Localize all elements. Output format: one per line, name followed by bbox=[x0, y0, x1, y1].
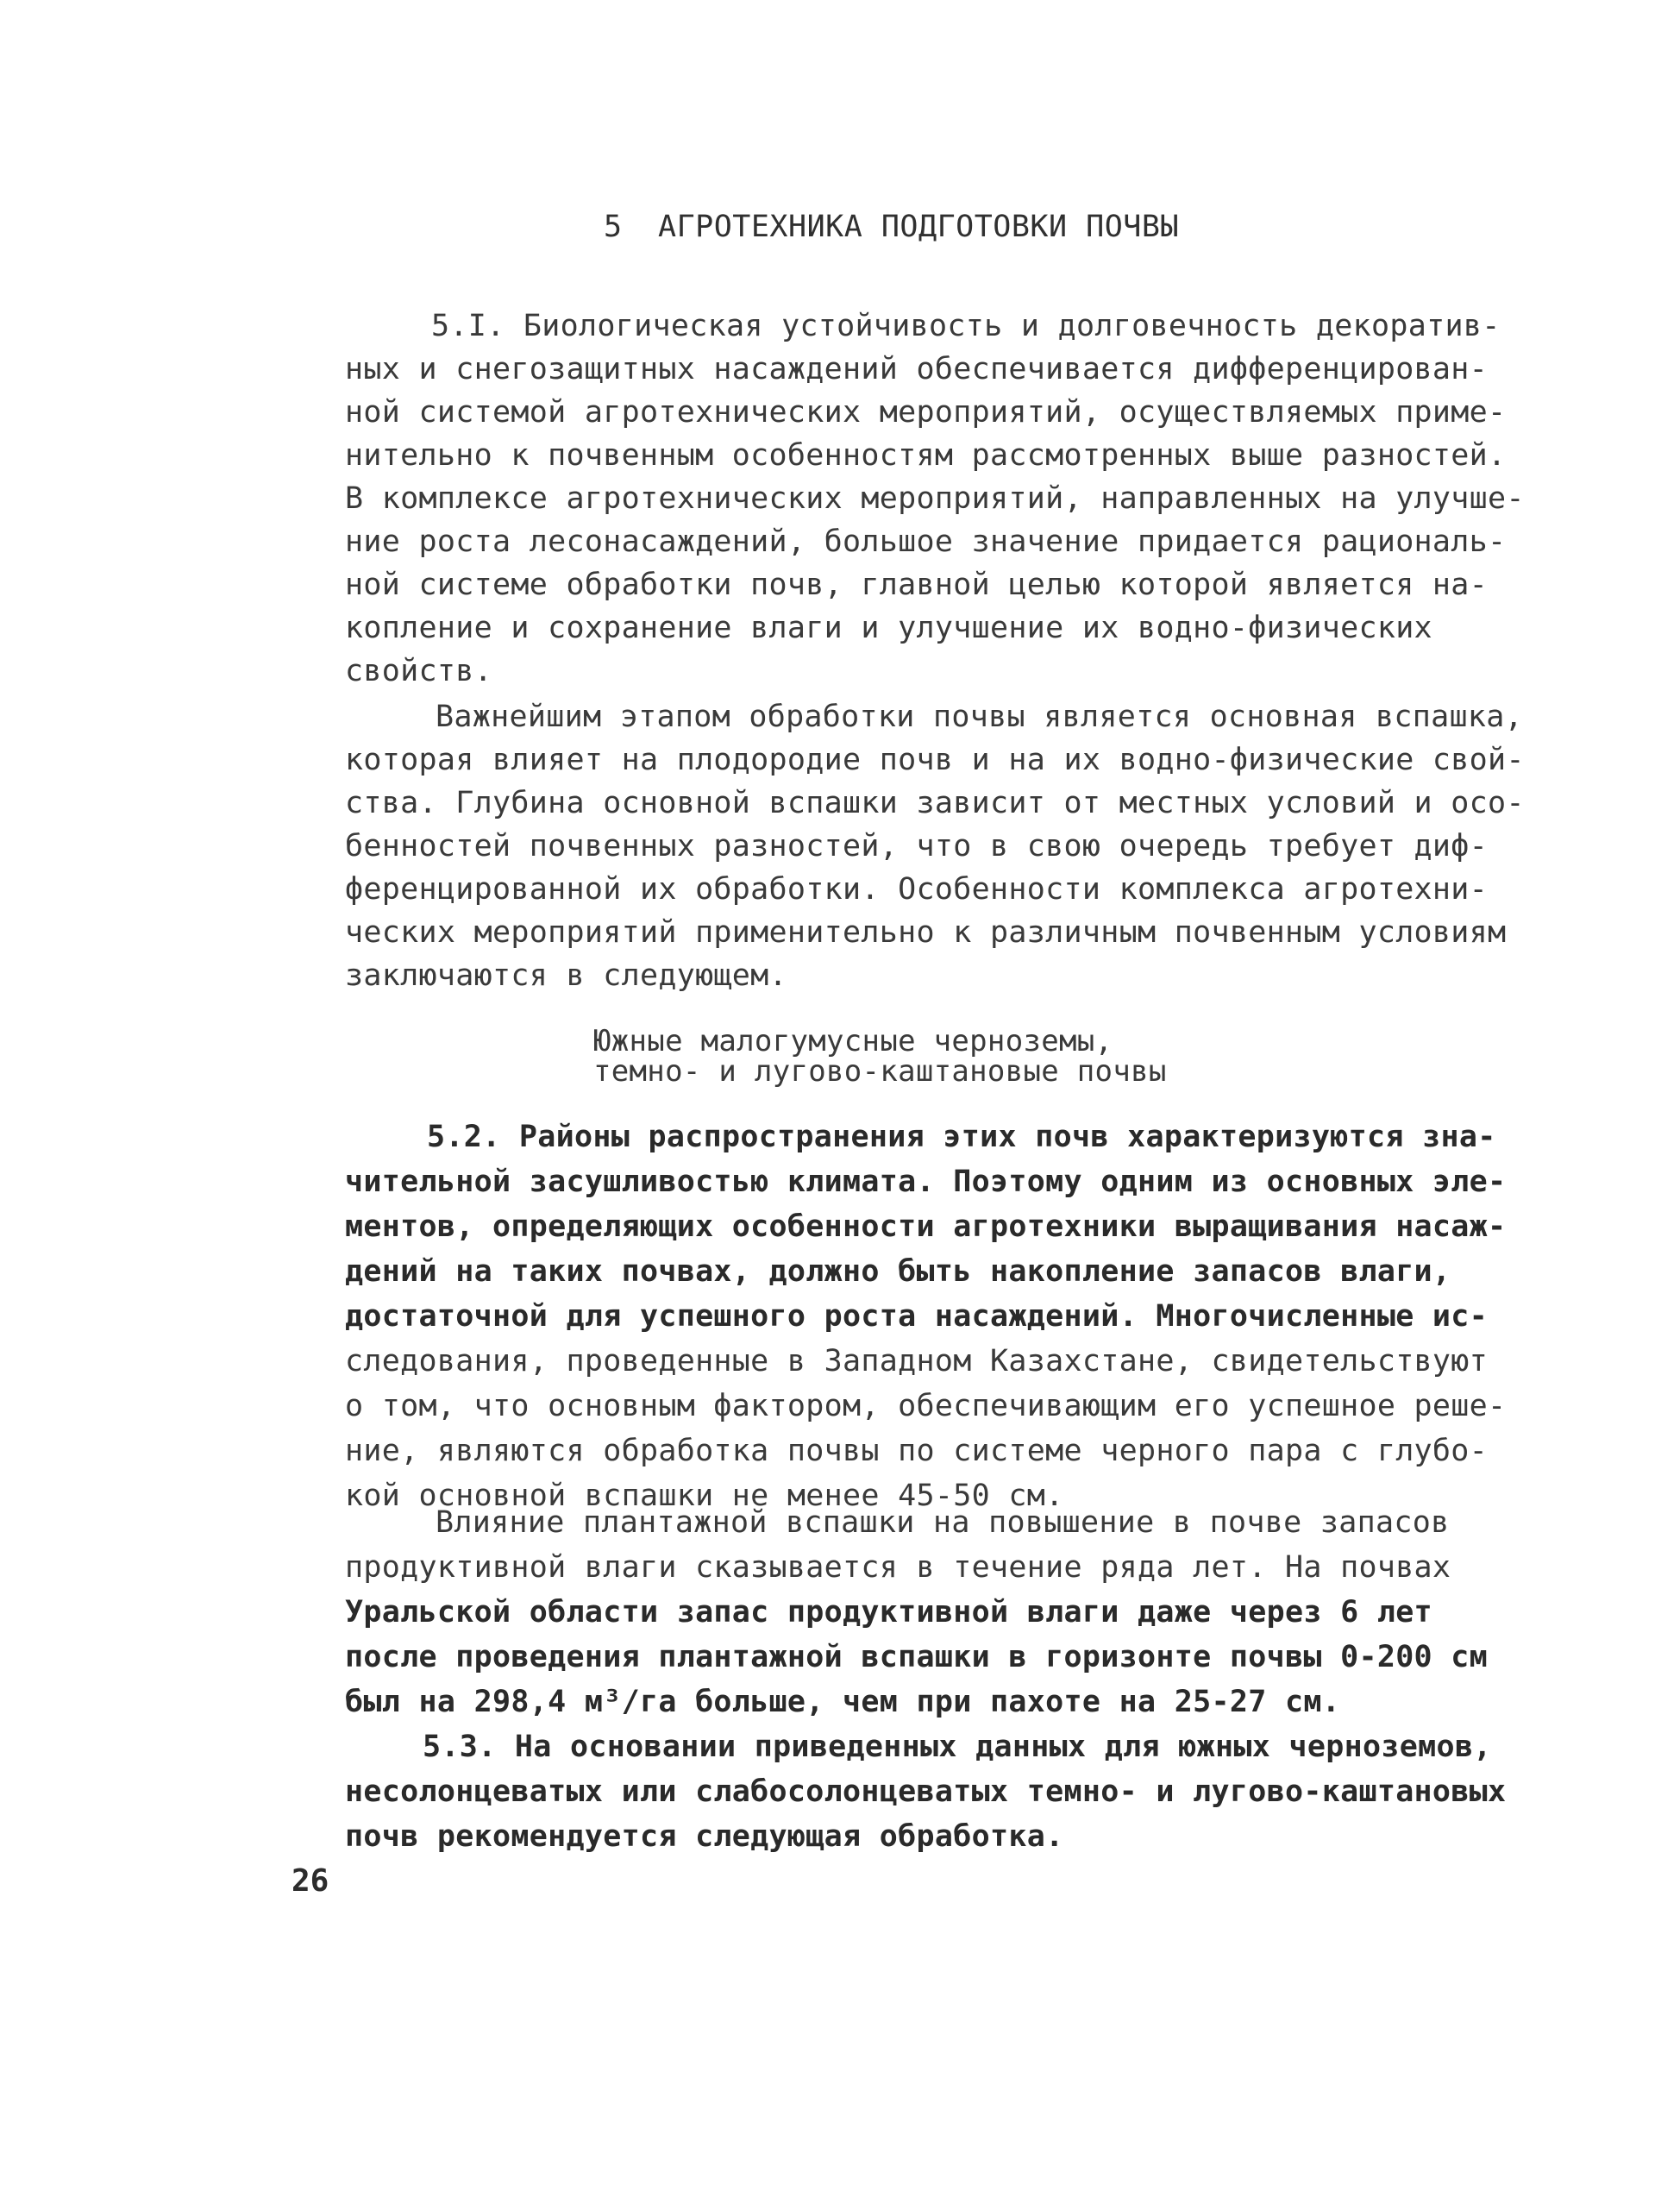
text-line: ференцированной их обработки. Особенности комплекса агротехни- bbox=[345, 872, 1489, 907]
text-line: нительно к почвенным особенностям рассмотренных выше разностей. bbox=[345, 438, 1507, 473]
section-title: АГРОТЕХНИКА ПОДГОТОВКИ ПОЧВЫ bbox=[658, 210, 1180, 244]
text-line: был на 298,4 м³/га больше, чем при пахоте на 25-27 см. bbox=[345, 1685, 1341, 1719]
text-line: свойств. bbox=[345, 654, 492, 688]
text-line: следования, проведенные в Западном Казахстане, свидетельствуют bbox=[345, 1344, 1489, 1378]
text-line: копление и сохранение влаги и улучшение их водно-физических bbox=[345, 611, 1432, 645]
text-line: 5.3. На основании приведенных данных для южных черноземов, bbox=[423, 1730, 1492, 1764]
text-line: продуктивной влаги сказывается в течение ряда лет. На почвах bbox=[345, 1550, 1451, 1585]
text-line: кой основной вспашки не менее 45-50 см. bbox=[345, 1479, 1064, 1513]
text-line: ной системой агротехнических мероприятий, осуществляемых приме- bbox=[345, 395, 1507, 430]
text-line: ментов, определяющих особенности агротехники выращивания насаж- bbox=[345, 1209, 1507, 1244]
text-line: после проведения плантажной вспашки в горизонте почвы 0-200 см bbox=[345, 1640, 1489, 1674]
text-line: ной системе обработки почв, главной целью которой является на- bbox=[345, 568, 1489, 602]
subheading-line: темно- и лугово-каштановые почвы bbox=[593, 1054, 1167, 1089]
text-line: В комплексе агротехнических мероприятий, направленных на улучше- bbox=[345, 481, 1525, 516]
page-number: 26 bbox=[291, 1863, 329, 1899]
text-line: бенностей почвенных разностей, что в свою очередь требует диф- bbox=[345, 829, 1489, 864]
text-line: заключаются в следующем. bbox=[345, 958, 787, 993]
text-line: 5.I. Биологическая устойчивость и долговечность декоратив- bbox=[431, 309, 1501, 343]
text-line: ных и снегозащитных насаждений обеспечивается дифференцирован- bbox=[345, 352, 1489, 386]
section-number: 5 bbox=[604, 210, 623, 244]
text-line: чительной засушливостью климата. Поэтому одним из основных эле- bbox=[345, 1165, 1507, 1199]
text-line: Уральской области запас продуктивной влаги даже через 6 лет bbox=[345, 1595, 1432, 1630]
text-line: несолонцеватых или слабосолонцеватых темно- и лугово-каштановых bbox=[345, 1774, 1507, 1809]
text-line: ческих мероприятий применительно к различным почвенным условиям bbox=[345, 915, 1507, 950]
text-line: Важнейшим этапом обработки почвы является основная вспашка, bbox=[436, 700, 1523, 734]
text-line: почв рекомендуется следующая обработка. bbox=[345, 1819, 1064, 1854]
text-line: ние, являются обработка почвы по системе черного пара с глубо- bbox=[345, 1434, 1489, 1468]
text-line: дений на таких почвах, должно быть накопление запасов влаги, bbox=[345, 1254, 1451, 1289]
text-line: ства. Глубина основной вспашки зависит от местных условий и осо- bbox=[345, 786, 1525, 820]
text-line: достаточной для успешного роста насаждений. Многочисленные ис- bbox=[345, 1299, 1489, 1334]
text-line: ние роста лесонасаждений, большое значение придается рациональ- bbox=[345, 524, 1507, 559]
text-line: 5.2. Районы распространения этих почв характеризуются зна- bbox=[427, 1120, 1496, 1154]
text-line: о том, что основным фактором, обеспечивающим его успешное реше- bbox=[345, 1389, 1507, 1423]
subheading-line: Южные малогумусные черноземы, bbox=[593, 1024, 1113, 1058]
text-line: которая влияет на плодородие почв и на их водно-физические свой- bbox=[345, 743, 1525, 777]
text-line: Влияние плантажной вспашки на повышение в почве запасов bbox=[436, 1505, 1450, 1540]
